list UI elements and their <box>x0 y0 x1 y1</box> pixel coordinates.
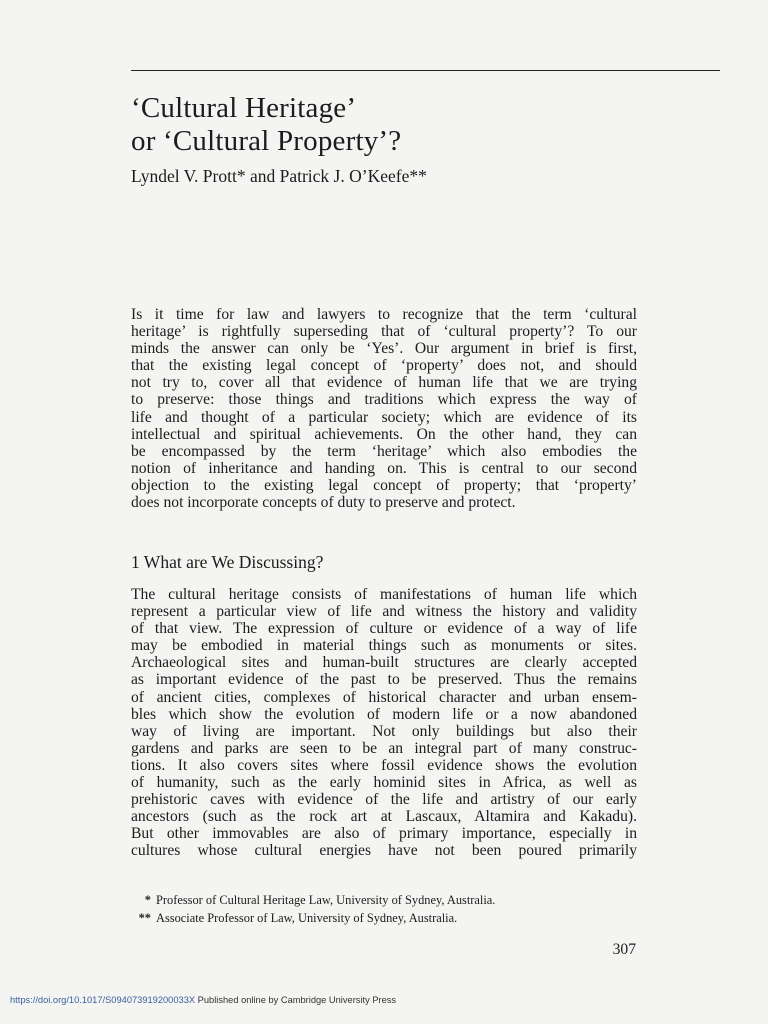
publisher-note: Published online by Cambridge University Press <box>197 995 397 1005</box>
body-line: The cultural heritage consists of manifestations of human life which <box>131 586 637 603</box>
abstract-line: minds the answer can only be ‘Yes’. Our argument in brief is first, <box>131 340 637 358</box>
abstract-line: notion of inheritance and handing on. This is central to our second <box>131 459 637 477</box>
footnote-marker: ** <box>138 911 151 925</box>
body-line: prehistoric caves with evidence of the life and artistry of our early <box>131 791 637 809</box>
body-line: of that view. The expression of culture or evidence of a way of life <box>131 620 637 638</box>
footnotes <box>131 891 637 927</box>
doi-link[interactable]: https://doi.org/10.1017/S094073919200033X <box>10 995 196 1005</box>
body-line: But other immovables are also of primary importance, especially in <box>131 825 637 843</box>
body-line: ancestors (such as the rock art at Lascaux, Altamira and Kakadu). <box>131 808 637 826</box>
abstract-line: Is it time for law and lawyers to recognize that the term ‘cultural <box>131 306 637 323</box>
body-line: of ancient cities, complexes of historical character and urban ensem- <box>131 688 637 706</box>
abstract-line: be encompassed by the term ‘heritage’ which also embodies the <box>131 442 637 460</box>
body-line: of humanity, such as the early hominid sites in Africa, as well as <box>131 774 637 792</box>
body-line: may be embodied in material things such as monuments or sites. <box>131 637 637 655</box>
abstract <box>131 306 637 511</box>
body-line: way of living are important. Not only buildings but also their <box>131 722 637 740</box>
title-line-2: or ‘Cultural Property’? <box>131 125 402 157</box>
abstract-line: that the existing legal concept of ‘property’ does not, and should <box>131 357 637 375</box>
abstract-line: not try to, cover all that evidence of human life that we are trying <box>131 374 637 392</box>
footnote-text: Professor of Cultural Heritage Law, University of Sydney, Australia. <box>156 893 496 907</box>
footnote-marker: * <box>144 893 151 907</box>
doi-footer <box>10 994 396 1006</box>
footnote-text: Associate Professor of Law, University of Sydney, Australia. <box>156 911 458 925</box>
body-line: represent a particular view of life and witness the history and validity <box>131 603 637 621</box>
title-line-1: ‘Cultural Heritage’ <box>131 92 357 124</box>
body-line: Archaeological sites and human-built structures are clearly accepted <box>131 654 637 672</box>
author-line: Lyndel V. Prott* and Patrick J. O’Keefe** <box>131 166 427 186</box>
abstract-line: heritage’ is rightfully superseding that of ‘cultural property’? To our <box>131 323 637 341</box>
abstract-line: does not incorporate concepts of duty to preserve and protect. <box>131 494 516 512</box>
body-line: bles which show the evolution of modern life or a now abandoned <box>131 705 637 723</box>
abstract-line: life and thought of a particular society; which are evidence of its <box>131 408 637 426</box>
footnote-2 <box>131 909 637 927</box>
top-rule <box>131 70 720 71</box>
section-body <box>131 586 637 860</box>
abstract-line: objection to the existing legal concept of property; that ‘property’ <box>131 476 637 494</box>
page-number: 307 <box>612 941 636 958</box>
article-title <box>131 92 721 158</box>
footnote-1 <box>131 891 637 909</box>
body-line: as important evidence of the past to be preserved. Thus the remains <box>131 671 637 689</box>
body-line: gardens and parks are seen to be an integral part of many construc- <box>131 739 637 757</box>
section-heading: 1 What are We Discussing? <box>131 552 324 572</box>
abstract-line: to preserve: those things and traditions which express the way of <box>131 391 637 409</box>
abstract-line: intellectual and spiritual achievements. On the other hand, they can <box>131 425 637 443</box>
body-line: tions. It also covers sites where fossil evidence shows the evolution <box>131 756 637 774</box>
body-line: cultures whose cultural energies have not been poured primarily <box>131 842 637 860</box>
